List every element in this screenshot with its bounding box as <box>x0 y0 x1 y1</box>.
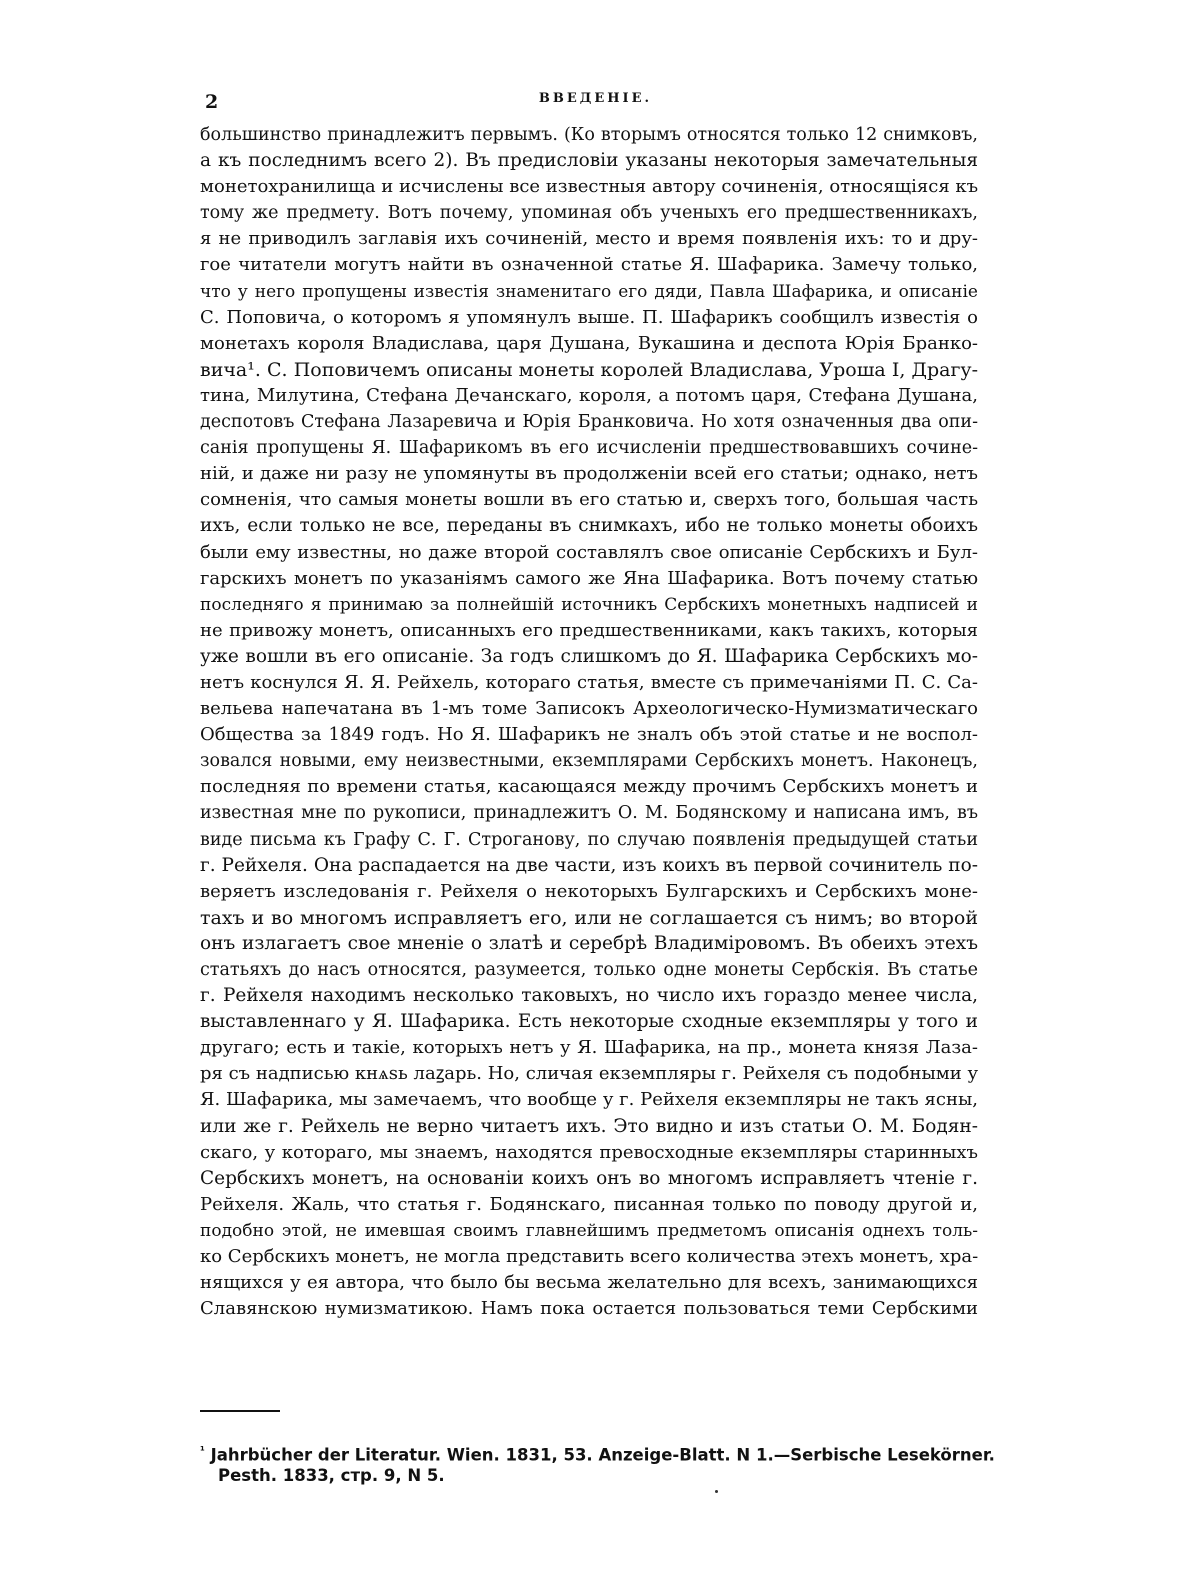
footnote-marker: ¹ <box>200 1444 205 1457</box>
text-line: ній, и даже ни разу не упомянуты въ продолженіи всей его статьи; однако, нетъ <box>200 463 978 485</box>
text-line: что у него пропущены известія знаменитаго его дяди, Павла Шафарика, и описаніе <box>200 281 978 302</box>
text-line: гарскихъ монетъ по указаніямъ самого же Яна Шафарика. Вотъ почему статью <box>200 567 978 589</box>
text-line: Общества за 1849 годъ. Но Я. Шафарикъ не зналъ объ этой статье и не воспол- <box>200 724 978 746</box>
text-line: Славянскою нумизматикою. Намъ пока остается пользоваться теми Сербскими <box>200 1298 978 1320</box>
text-line: зовался новыми, ему неизвестными, екземплярами Сербскихъ монетъ. Наконецъ, <box>200 751 978 772</box>
page-number: 2 <box>205 91 219 113</box>
text-line: С. Поповича, о которомъ я упомянулъ выше. П. Шафарикъ сообщилъ известія о <box>200 306 978 328</box>
text-line: санія пропущены Я. Шафарикомъ въ его исчисленіи предшествовавшихъ сочине- <box>200 438 978 459</box>
text-line: тахъ и во многомъ исправляетъ его, или не соглашается съ нимъ; во второй <box>200 906 978 929</box>
text-line: тому же предмету. Вотъ почему, упоминая объ ученыхъ его предшественникахъ, <box>200 203 978 224</box>
text-line: монетахъ короля Владислава, царя Душана, Вукашина и деспота Юрія Бранко- <box>200 332 978 354</box>
text-line: другаго; есть и такіе, которыхъ нетъ у Я. Шафарика, на пр., монета князя Лаза- <box>200 1037 978 1059</box>
text-line: монетохранилища и исчислены все известныя автору сочиненія, относящіяся къ <box>200 176 979 198</box>
footnote-text: Jahrbücher der Literatur. Wien. 1831, 53. Anzeige-Blatt. N 1.—Serbische Lesekörner. <box>210 1445 995 1465</box>
footnote-rule <box>200 1410 280 1412</box>
text-line: деспотовъ Стефана Лазаревича и Юрія Бранковича. Но хотя означенныя два опи- <box>200 412 978 433</box>
text-line: тина, Милутина, Стефана Дечанскаго, короля, а потомъ царя, Стефана Душана, <box>200 384 978 406</box>
text-line: статьяхъ до насъ относятся, разумеется, только одне монеты Сербскія. Въ статье <box>200 960 978 980</box>
text-line: вича¹. С. Поповичемъ описаны монеты королей Владислава, Уроша I, Драгу- <box>200 358 978 381</box>
text-line: последняго я принимаю за полнейшій источникъ Сербскихъ монетныхъ надписей и <box>200 594 978 615</box>
text-line: вельева напечатана въ 1-мъ томе Записокъ Археологическо-Нумизматическаго <box>200 698 978 720</box>
text-line: подобно этой, не имевшая своимъ главнейшимъ предметомъ описанія однехъ толь- <box>200 1220 978 1241</box>
footnote-line <box>200 1438 995 1465</box>
text-line: гое читатели могутъ найти въ означенной статье Я. Шафарика. Замечу только, <box>200 254 978 276</box>
text-line: уже вошли въ его описаніе. За годъ слишкомъ до Я. Шафарика Сербскихъ мо- <box>200 645 978 667</box>
text-line: ихъ, если только не все, переданы въ снимкахъ, ибо не только монеты обоихъ <box>200 515 978 537</box>
text-line: были ему известны, но даже второй составлялъ свое описаніе Сербскихъ и Бул- <box>200 541 978 563</box>
text-line: ря съ надписью кнѧѕь лаꙁарь. Но, сличая екземпляры г. Рейхеля съ подобными у <box>200 1063 979 1085</box>
text-line: сомненія, что самыя монеты вошли въ его статью и, сверхъ того, большая часть <box>200 489 978 511</box>
text-line: г. Рейхеля находимъ несколько таковыхъ, но число ихъ гораздо менее числа, <box>200 985 978 1007</box>
text-line: или же г. Рейхель не верно читаетъ ихъ. Это видно и изъ статьи О. М. Бодян- <box>200 1115 978 1137</box>
text-line: г. Рейхеля. Она распадается на две части, изъ коихъ въ первой сочинитель по- <box>200 854 978 876</box>
footnotes <box>200 1438 995 1488</box>
text-line: веряетъ изследованія г. Рейхеля о некоторыхъ Булгарскихъ и Сербскихъ моне- <box>200 880 978 902</box>
print-speck <box>715 1490 718 1493</box>
text-line: большинство принадлежитъ первымъ. (Ко вторымъ относятся только 12 снимковъ, <box>200 125 978 145</box>
body-text <box>200 122 978 1322</box>
text-line: известная мне по рукописи, принадлежитъ О. М. Бодянскому и написана имъ, въ <box>200 803 978 824</box>
text-line: Сербскихъ монетъ, на основаніи коихъ онъ во многомъ исправляетъ чтеніе г. <box>200 1167 978 1189</box>
text-line: нетъ коснулся Я. Я. Рейхель, котораго статья, вместе съ примечаніями П. С. Са- <box>200 671 978 693</box>
text-line: ко Сербскихъ монетъ, не могла представить всего количества этехъ монетъ, хра- <box>200 1246 979 1268</box>
text-line: Я. Шафарика, мы замечаемъ, что вообще у г. Рейхеля екземпляры не такъ ясны, <box>200 1089 978 1111</box>
running-head: ВВЕДЕНІЕ. <box>538 91 653 106</box>
text-line: скаго, у котораго, мы знаемъ, находятся превосходные екземпляры старинныхъ <box>200 1141 978 1163</box>
footnote-line: Pesth. 1833, стр. 9, N 5. <box>218 1466 445 1485</box>
text-line: Рейхеля. Жаль, что статья г. Бодянскаго, писанная только по поводу другой и, <box>200 1193 978 1215</box>
text-line: не привожу монетъ, описанныхъ его предшественниками, какъ такихъ, которыя <box>200 619 978 641</box>
text-line: я не приводилъ заглавія ихъ сочиненій, место и время появленія ихъ: то и дру- <box>200 228 978 250</box>
text-line: последняя по времени статья, касающаяся между прочимъ Сербскихъ монетъ и <box>200 776 978 798</box>
text-line: выставленнаго у Я. Шафарика. Есть некоторые сходные екземпляры у того и <box>200 1011 978 1033</box>
text-line: онъ излагаетъ свое мненіе о златѣ и серебрѣ Владиміровомъ. Въ обеихъ этехъ <box>200 932 978 954</box>
text-line: нящихся у ея автора, что было бы весьма желательно для всехъ, занимающихся <box>200 1272 978 1294</box>
text-line: а къ последнимъ всего 2). Въ предисловіи указаны некоторыя замечательныя <box>200 150 978 172</box>
text-line: виде письма къ Графу С. Г. Строганову, по случаю появленія предыдущей статьи <box>200 829 978 850</box>
